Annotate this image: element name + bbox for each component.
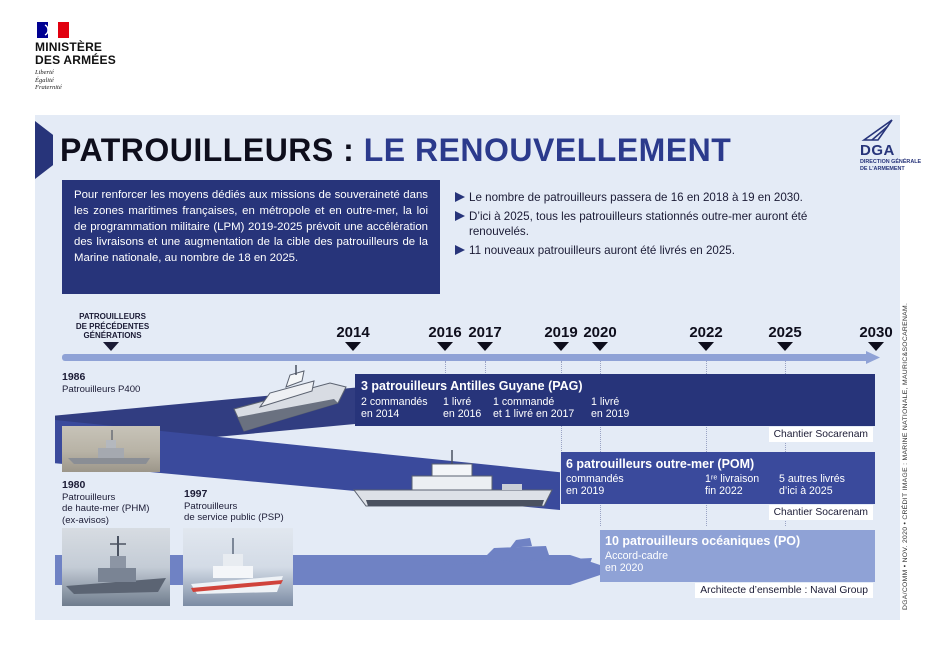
milestone-line: en 2019 xyxy=(591,408,630,420)
program-title: 10 patrouilleurs océaniques (PO) xyxy=(605,534,801,548)
old-ship-name: (ex-avisos) xyxy=(62,514,109,526)
program-po xyxy=(600,530,875,582)
motto-line: Liberté xyxy=(35,69,54,76)
shipyard-tag: Architecte d’ensemble : Naval Group xyxy=(695,583,873,598)
milestone-line: 1 livré xyxy=(591,396,620,408)
milestone-line: commandés xyxy=(566,473,624,485)
program-milestone xyxy=(443,396,481,420)
list-item-text: D’ici à 2025, tous les patrouilleurs stationnés outre-mer auront été renouvelés. xyxy=(469,210,808,238)
down-arrow-icon xyxy=(103,342,119,351)
down-arrow-icon xyxy=(592,342,608,351)
list-item xyxy=(455,209,850,239)
milestone-line: en 2014 xyxy=(361,408,400,420)
key-facts-list xyxy=(455,190,850,262)
milestone-line: en 2016 xyxy=(443,408,482,420)
down-arrow-icon xyxy=(698,342,714,351)
dga-acronym: DGA xyxy=(860,142,895,159)
ministry-line-1: MINISTÈRE xyxy=(35,40,103,54)
old-ship-name: de service public (PSP) xyxy=(184,512,284,523)
program-milestone xyxy=(566,473,624,497)
list-item xyxy=(455,243,850,258)
list-item xyxy=(455,190,850,205)
shipyard-tag: Chantier Socarenam xyxy=(769,427,873,442)
old-ship-year: 1986 xyxy=(62,371,86,383)
program-milestone xyxy=(493,396,574,420)
milestone-line: Accord-cadre xyxy=(605,550,668,562)
milestone-line: 1 livré xyxy=(443,396,472,408)
milestone-line: en 2019 xyxy=(566,485,605,497)
year-label: 2020 xyxy=(583,324,617,341)
down-arrow-icon xyxy=(345,342,361,351)
down-arrow-icon xyxy=(868,342,884,351)
french-flag-icon xyxy=(37,22,69,38)
republic-motto xyxy=(35,69,62,92)
year-label: 2030 xyxy=(859,324,893,341)
year-label: 2025 xyxy=(768,324,802,341)
program-pag xyxy=(355,374,875,426)
year-label: 2019 xyxy=(544,324,578,341)
milestone-line: fin 2022 xyxy=(705,485,743,497)
timeline-bar xyxy=(62,354,870,361)
milestone-line: 5 autres livrés xyxy=(779,473,845,485)
motto-line: Égalité xyxy=(35,76,54,84)
title-separator: : xyxy=(333,132,364,168)
title-part-2: LE RENOUVELLEMENT xyxy=(363,132,732,168)
year-label: 2017 xyxy=(468,324,502,341)
old-ship-name: Patrouilleurs P400 xyxy=(62,383,141,395)
program-pom xyxy=(561,452,875,504)
dga-subtitle-line: DE L'ARMEMENT xyxy=(860,166,905,172)
program-milestone xyxy=(591,396,629,420)
milestone-line: 1 commandé xyxy=(493,396,555,408)
down-arrow-icon xyxy=(777,342,793,351)
dga-subtitle xyxy=(860,159,921,173)
old-ship-label-p400 xyxy=(62,372,140,395)
program-title: 6 patrouilleurs outre-mer (POM) xyxy=(566,457,755,471)
program-milestone xyxy=(705,473,759,497)
milestone-line: d’ici à 2025 xyxy=(779,485,833,497)
list-item-text: Le nombre de patrouilleurs passera de 16 en 2018 à 19 en 2030. xyxy=(469,191,803,204)
year-label: 2022 xyxy=(689,324,723,341)
intro-box: Pour renforcer les moyens dédiés aux missions de souveraineté dans les zones maritimes françaises, en métropole et en outre-mer, la loi de programmation militaire (LPM) 2019-2025 prévoit une accélération des livraisons et une augmentation de la cible des patrouilleurs de la Marine nationale, au nombre de 18 en 2025. xyxy=(62,180,440,294)
shipyard-tag: Chantier Socarenam xyxy=(769,505,873,520)
year-label: 2014 xyxy=(336,324,370,341)
program-milestone xyxy=(361,396,428,420)
label-line: GÉNÉRATIONS xyxy=(83,331,142,340)
down-arrow-icon xyxy=(477,342,493,351)
program-milestone xyxy=(605,550,668,574)
old-ship-year: 1997 xyxy=(184,488,208,500)
label-line: PATROUILLEURS xyxy=(79,312,146,321)
title-part-1: PATROUILLEURS xyxy=(60,132,334,168)
list-item-text: 11 nouveaux patrouilleurs auront été livrés en 2025. xyxy=(469,244,735,257)
pom-ship-illustration xyxy=(352,450,557,518)
old-ship-name: de haute-mer (PHM) xyxy=(62,503,150,514)
milestone-line: en 2020 xyxy=(605,562,644,574)
triangle-bullet-icon xyxy=(455,245,465,255)
psp-photo xyxy=(183,528,293,606)
po-ship-silhouette xyxy=(420,536,598,588)
ministry-name xyxy=(35,41,116,67)
milestone-line: et 1 livré en 2017 xyxy=(493,408,575,420)
label-line: DE PRÉCÉDENTES xyxy=(75,321,150,331)
old-ship-name: Patrouilleurs xyxy=(184,500,238,512)
program-milestone xyxy=(779,473,845,497)
old-ship-name: Patrouilleurs xyxy=(62,491,116,503)
year-label: 2016 xyxy=(428,324,462,341)
milestone-line: 2 commandés xyxy=(361,396,428,408)
triangle-bullet-icon xyxy=(455,211,465,221)
down-arrow-icon xyxy=(437,342,453,351)
old-ship-label-psp xyxy=(184,489,284,524)
previous-generations-label xyxy=(55,312,170,341)
old-ship-year: 1980 xyxy=(62,479,86,491)
image-credit: DGA/COMM • NOV. 2020 • CRÉDIT IMAGE : MARINE NATIONALE, MAURIC&SOCARENAM. xyxy=(902,302,909,610)
program-title: 3 patrouilleurs Antilles Guyane (PAG) xyxy=(361,379,583,393)
page-title xyxy=(60,131,731,169)
p400-photo xyxy=(62,426,160,472)
ministry-line-2: DES ARMÉES xyxy=(35,53,116,67)
down-arrow-icon xyxy=(553,342,569,351)
motto-line: Fraternité xyxy=(35,84,62,91)
dga-subtitle-line: DIRECTION GÉNÉRALE xyxy=(860,159,922,165)
phm-photo xyxy=(62,528,170,606)
triangle-bullet-icon xyxy=(455,192,465,202)
old-ship-label-phm xyxy=(62,480,149,526)
pag-ship-illustration xyxy=(230,365,350,440)
milestone-line: 1ʳᵉ livraison xyxy=(705,473,760,485)
